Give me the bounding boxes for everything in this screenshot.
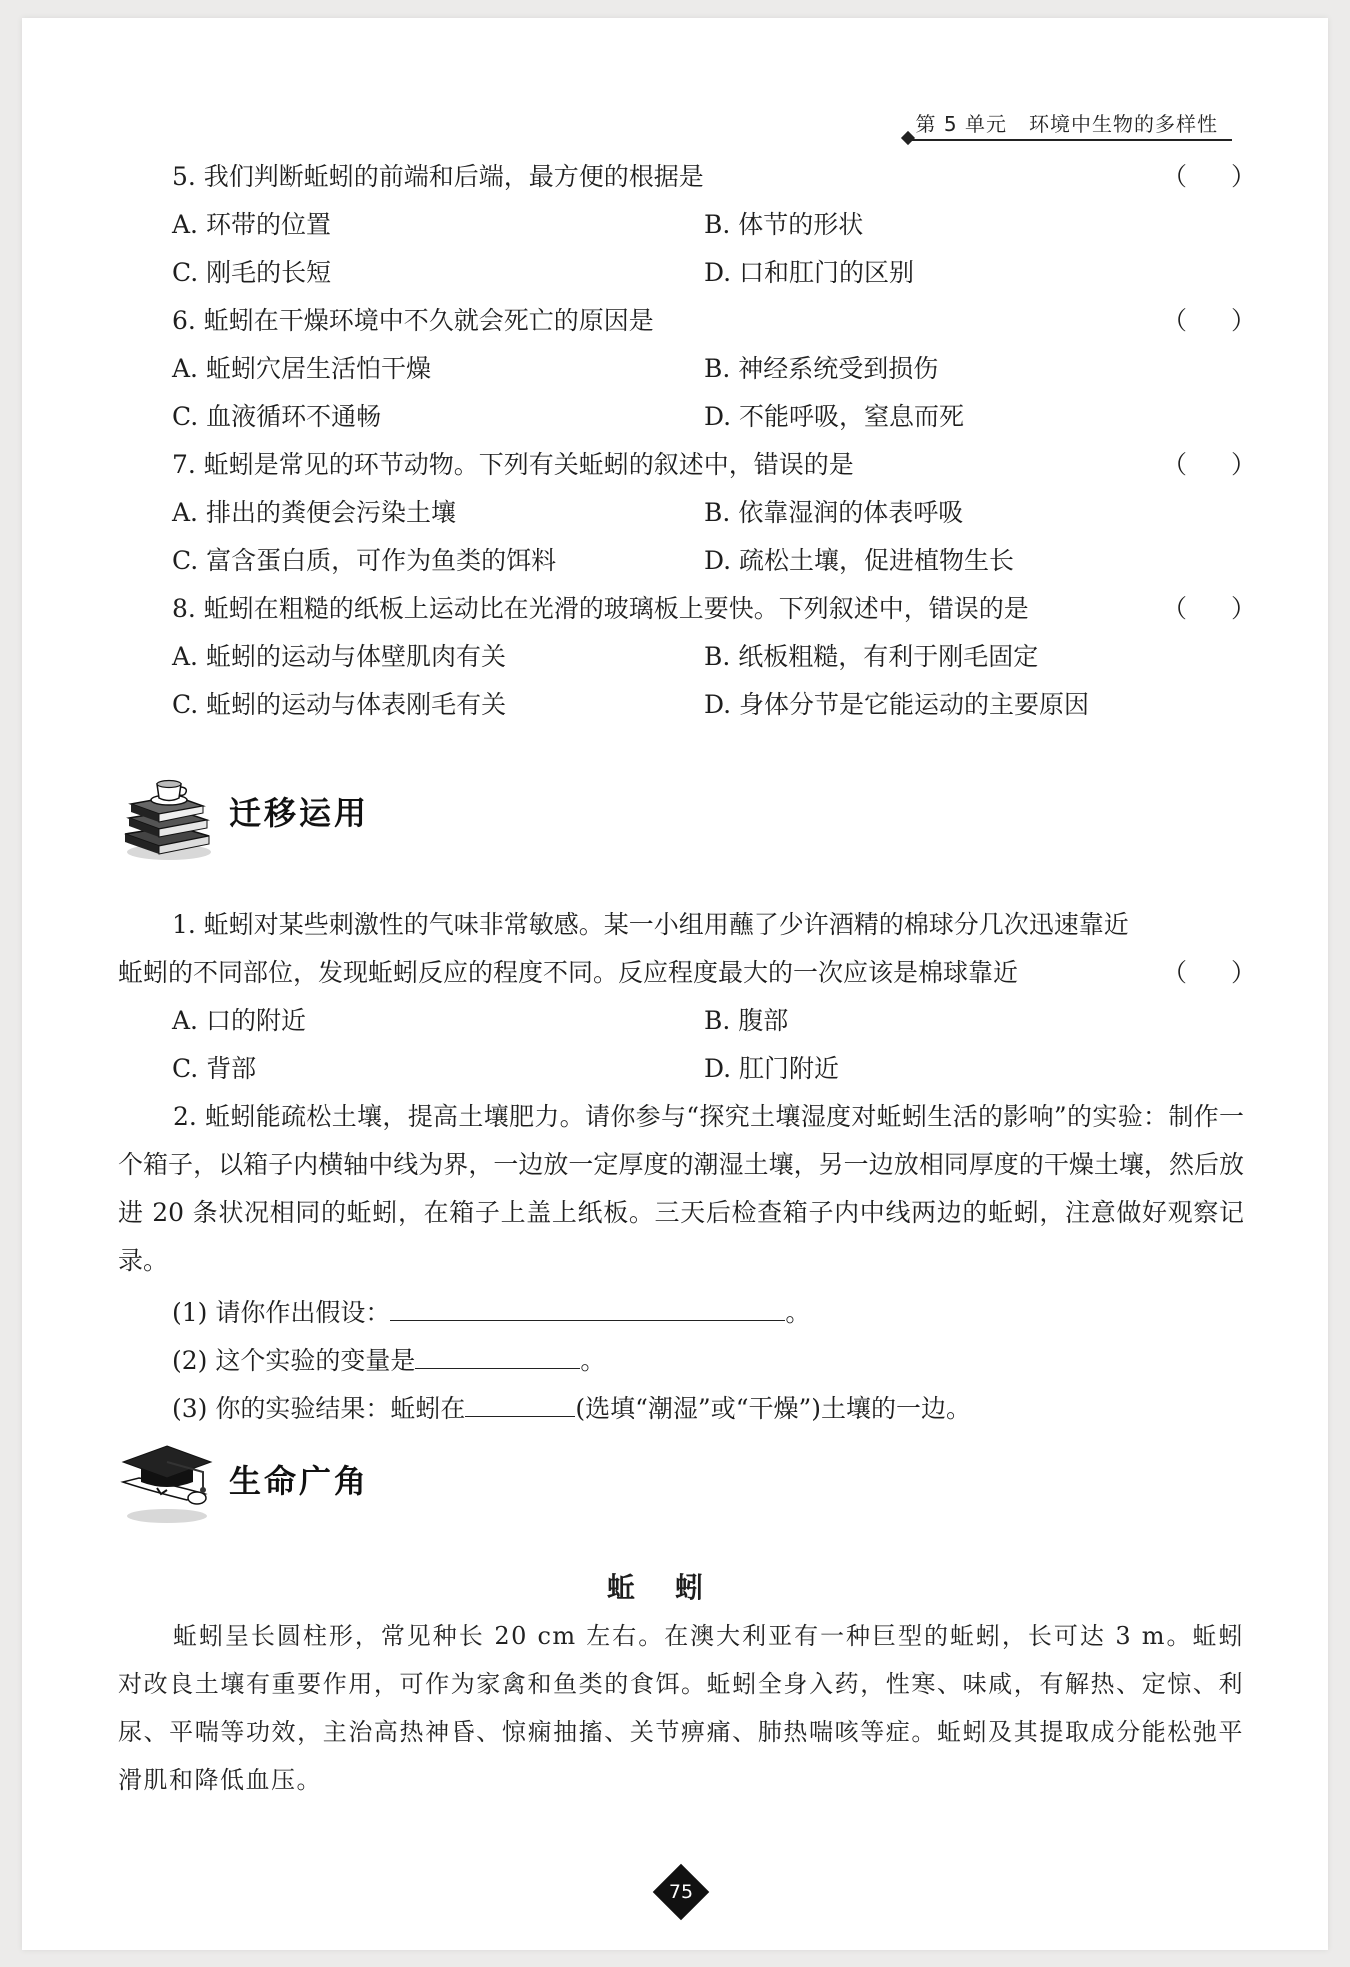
option: B. 体节的形状 <box>704 210 864 239</box>
option: B. 神经系统受到损伤 <box>704 354 939 383</box>
option: A. 蚯蚓穴居生活怕干燥 <box>172 354 431 383</box>
question-7-stem: 7. 蚯蚓是常见的环节动物。下列有关蚯蚓的叙述中，错误的是 <box>172 450 854 479</box>
subquestion-3 <box>172 1388 971 1426</box>
page-number: 75 <box>668 1881 694 1903</box>
answer-bracket: （ ） <box>1162 450 1256 479</box>
subquestion-2 <box>172 1340 605 1378</box>
answer-bracket: （ ） <box>1162 594 1256 623</box>
answer-bracket: （ ） <box>1162 306 1256 335</box>
textbook-page <box>22 18 1328 1950</box>
question-8-stem: 8. 蚯蚓在粗糙的纸板上运动比在光滑的玻璃板上要快。下列叙述中，错误的是 <box>172 594 1029 623</box>
question-6-stem: 6. 蚯蚓在干燥环境中不久就会死亡的原因是 <box>172 306 654 335</box>
article-title: 蚯蚓 <box>606 1571 743 1604</box>
answer-bracket: （ ） <box>1162 162 1256 191</box>
option: D. 不能呼吸，窒息而死 <box>704 402 965 431</box>
article-body: 蚯蚓呈长圆柱形，常见种长 20 cm 左右。在澳大利亚有一种巨型的蚯蚓，长可达 3 m。蚯蚓对改良土壤有重要作用，可作为家禽和鱼类的食饵。蚯蚓全身入药，性寒、味咸，有解热、定惊、利尿、平喘等功效，主治高热神昏、惊痫抽搐、关节痹痛、肺热喘咳等症。蚯蚓及其提取成分能松弛平滑肌和降低血压。 <box>118 1622 1244 1794</box>
punctuation: 。 <box>580 1346 606 1375</box>
books-and-cup-icon <box>117 770 217 865</box>
subquestion-label: (2) 这个实验的变量是 <box>172 1346 416 1375</box>
header-rule <box>910 139 1232 141</box>
subquestion-note: (选填“潮湿”或“干燥”)土壤的一边。 <box>575 1394 972 1423</box>
transfer-q1-line2: 蚯蚓的不同部位，发现蚯蚓反应的程度不同。反应程度最大的一次应该是棉球靠近 <box>118 958 1019 987</box>
option: D. 疏松土壤，促进植物生长 <box>704 546 1015 575</box>
option: B. 腹部 <box>704 1006 789 1035</box>
transfer-q2-text: 2. 蚯蚓能疏松土壤，提高土壤肥力。请你参与“探究土壤湿度对蚯蚓生活的影响”的实验：制作一个箱子，以箱子内横轴中线为界，一边放一定厚度的潮湿土壤，另一边放相同厚度的干燥土壤，然后放进 20 条状况相同的蚯蚓，在箱子上盖上纸板。三天后检查箱子内中线两边的蚯蚓，注意做好观察记录。 <box>118 1102 1244 1275</box>
header-unit: 第 5 单元 <box>915 112 1007 136</box>
subquestion-1 <box>172 1292 810 1330</box>
subquestion-label: (3) 你的实验结果：蚯蚓在 <box>172 1394 466 1423</box>
option: C. 刚毛的长短 <box>172 258 332 287</box>
option: A. 蚯蚓的运动与体壁肌肉有关 <box>172 642 506 671</box>
answer-blank[interactable] <box>465 1388 575 1417</box>
section-life-header <box>117 1438 370 1528</box>
option: C. 血液循环不通畅 <box>172 402 382 431</box>
punctuation: 。 <box>785 1298 811 1327</box>
subquestion-label: (1) 请你作出假设： <box>172 1298 391 1327</box>
section-transfer-header <box>117 770 370 860</box>
option: C. 富含蛋白质，可作为鱼类的饵料 <box>172 546 557 575</box>
answer-blank[interactable] <box>415 1340 580 1369</box>
page-number-badge <box>655 1866 707 1918</box>
option: B. 纸板粗糙，有利于刚毛固定 <box>704 642 1039 671</box>
header-title: 环境中生物的多样性 <box>1029 112 1218 136</box>
transfer-q1-line1: 1. 蚯蚓对某些刺激性的气味非常敏感。某一小组用蘸了少许酒精的棉球分几次迅速靠近 <box>172 910 1129 939</box>
option: D. 肛门附近 <box>704 1054 840 1083</box>
option: A. 排出的粪便会污染土壤 <box>172 498 456 527</box>
option: D. 身体分节是它能运动的主要原因 <box>704 690 1090 719</box>
option: D. 口和肛门的区别 <box>704 258 915 287</box>
running-header <box>916 108 1218 137</box>
option: A. 口的附近 <box>172 1006 306 1035</box>
header-diamond-icon <box>901 131 915 145</box>
answer-bracket: （ ） <box>1162 958 1256 987</box>
option: C. 蚯蚓的运动与体表刚毛有关 <box>172 690 507 719</box>
section-title: 迁移运用 <box>229 794 370 832</box>
answer-blank[interactable] <box>390 1292 785 1321</box>
section-title: 生命广角 <box>229 1462 370 1500</box>
option: C. 背部 <box>172 1054 257 1083</box>
graduation-cap-icon <box>117 1438 217 1528</box>
question-5-stem: 5. 我们判断蚯蚓的前端和后端，最方便的根据是 <box>172 162 704 191</box>
option: A. 环带的位置 <box>172 210 331 239</box>
option: B. 依靠湿润的体表呼吸 <box>704 498 964 527</box>
